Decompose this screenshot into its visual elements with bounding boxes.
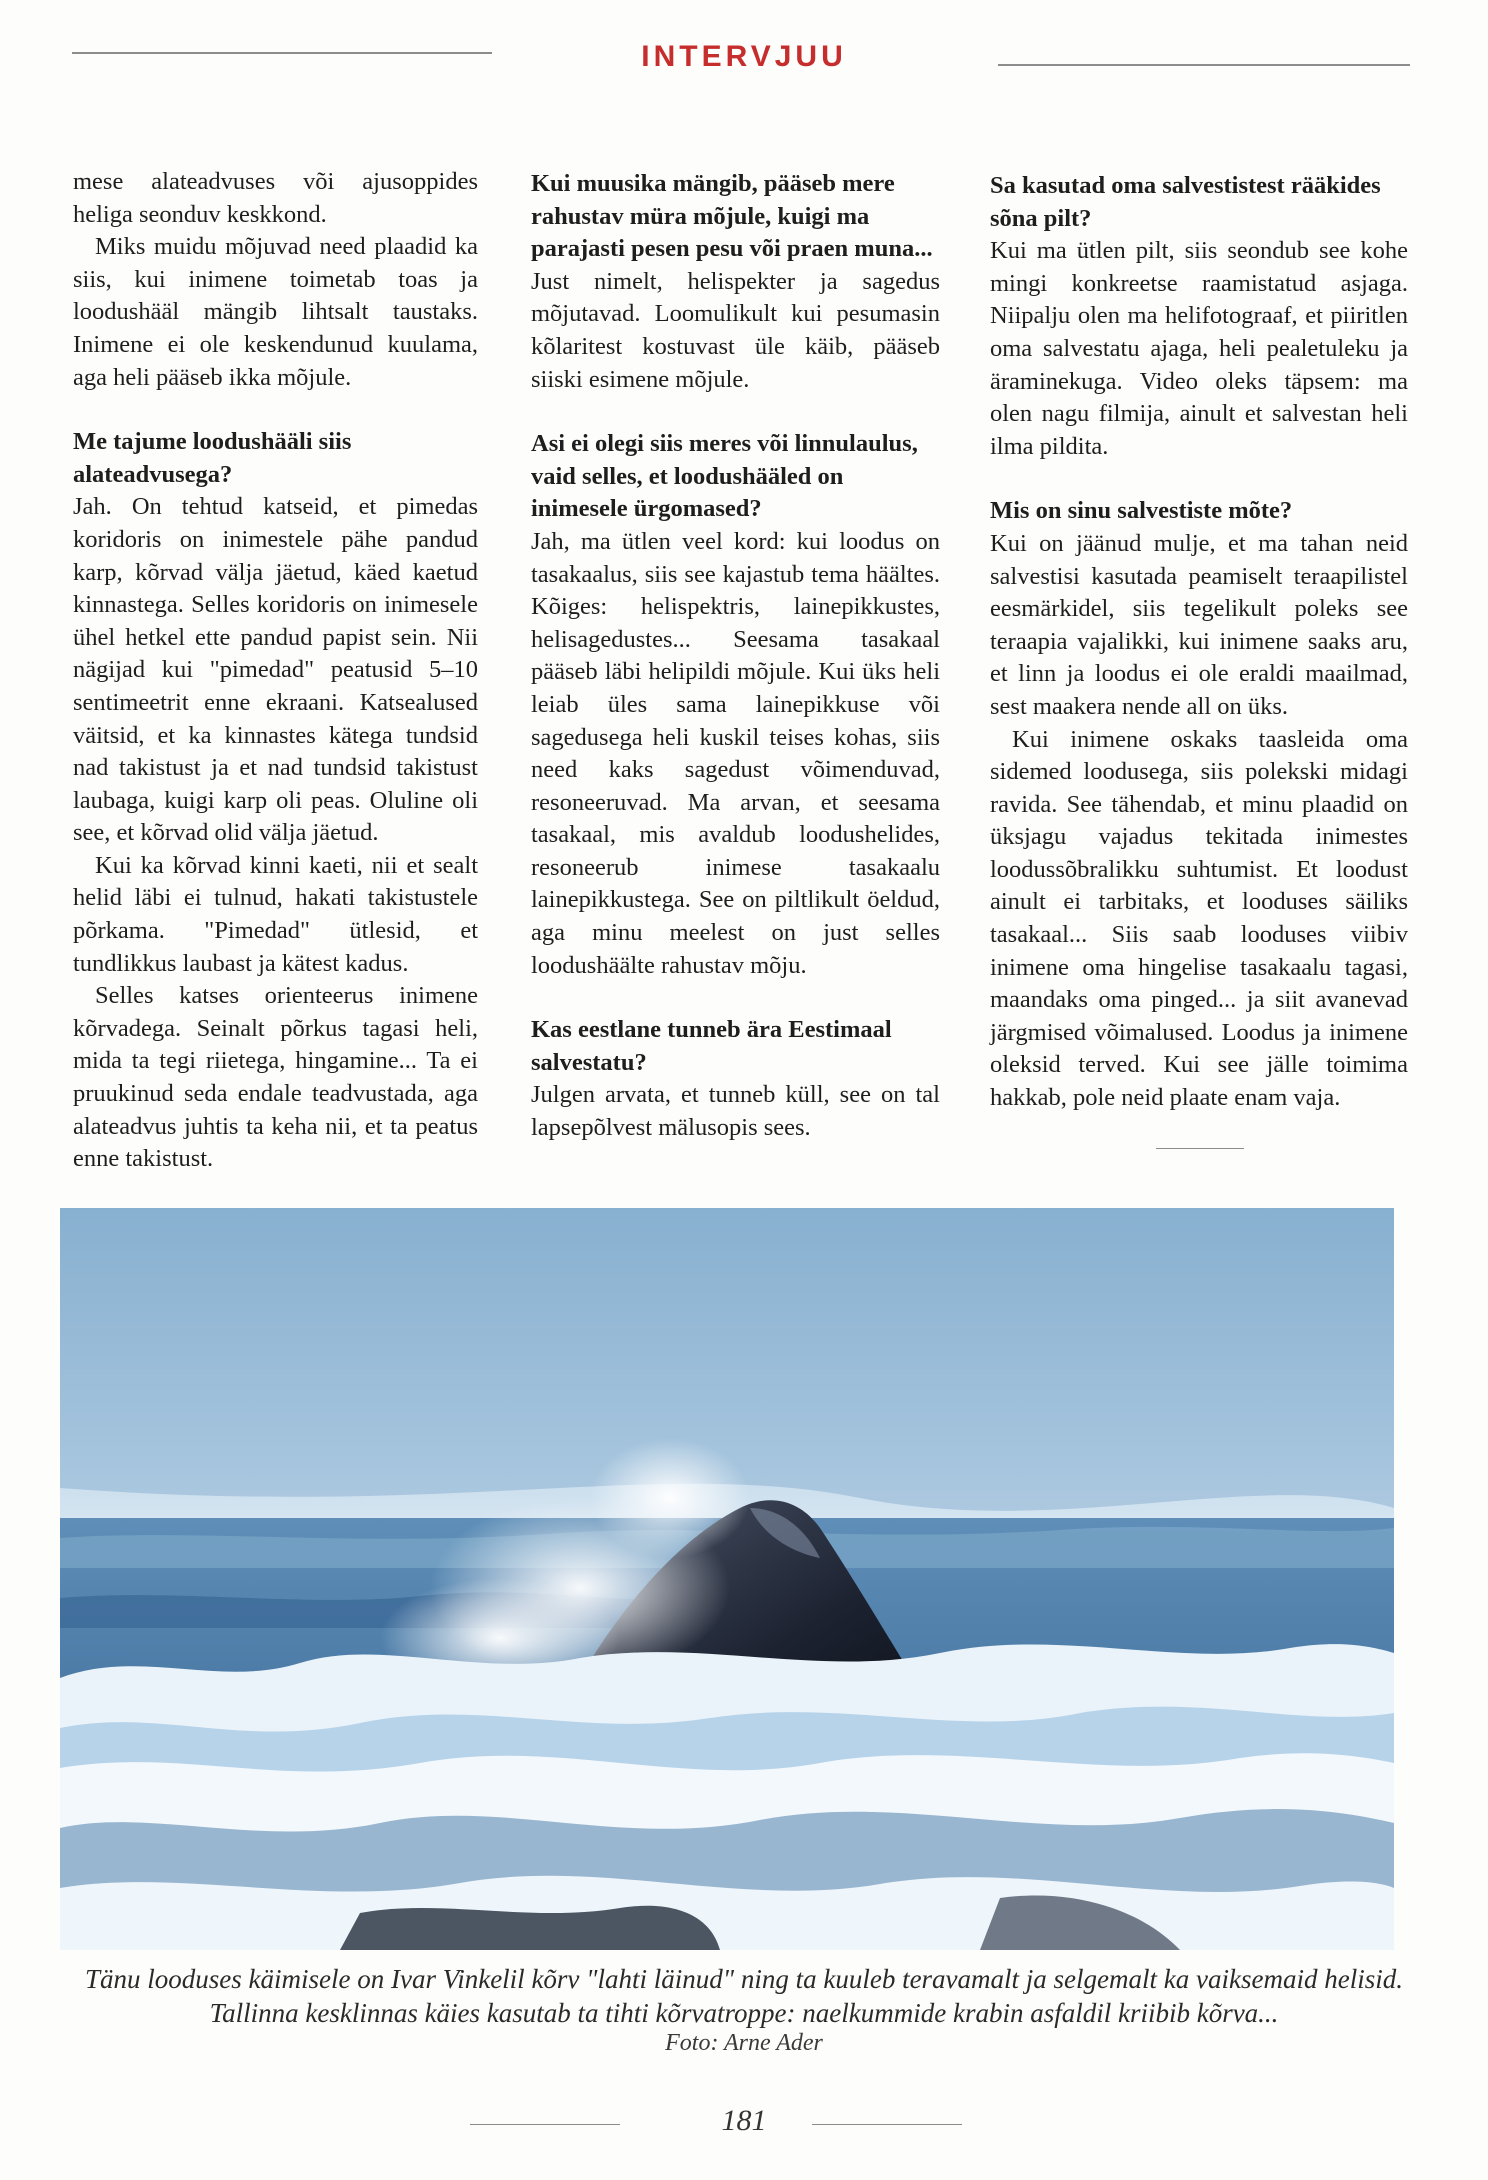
article-end-rule [1156, 1148, 1244, 1149]
paragraph: Miks muidu mõjuvad need plaadid ka siis, kui inimene toimetab toas ja loodushääl mängib lihtsalt taustaks. Inimene ei ole keskendunud kuulama, aga heli pääseb ikka mõjule. [73, 233, 478, 391]
text-column-3 [990, 170, 1408, 1115]
paragraph: Kui inimene oskaks taasleida oma sidemed loodusega, siis polekski midagi ravida. See tähendab, et minu plaadid on üksjagu vajadus tekitada inimestes loodussõbralikku suhtumist. Et loodust ainult ei tarbitaks, et looduses säiliks tasakaal... Siis saab looduses viibiv inimene oma hingelise tasakaalu tagasi, maandaks oma pinged... ja siit avanevad järgmised võimalused. Loodus ja inimene oleksid terved. Kui see jälle toimima hakkab, pole neid plaate enam vaja. [990, 725, 1408, 1112]
text-column-1 [73, 166, 478, 1176]
seascape-photo [60, 1208, 1394, 1950]
paragraph: Kui on jäänud mulje, et ma tahan neid salvestisi kasutada peamiselt teraapilistel eesmärkidel, siis tegelikult poleks see teraapia vajalikki, kui inimene saaks aru, et linn ja loodus ei ole eraldi maailmad, sest maakera nende all on üks. [990, 529, 1408, 720]
paragraph: mese alateadvuses või ajusoppides heliga seonduv keskkond. [73, 168, 478, 228]
photo-caption: Tänu looduses käimisele on Ivar Vinkelil kõrv "lahti läinud" ning ta kuuleb teravamalt ja selgemalt ka vaiksemaid helisid. Tallinna kesklinnas käies kasutab ta tihti kõrvatroppe: naelkummide krabin asfaldil kriibib kõrva... [85, 1964, 1403, 2028]
interview-question: Kui muusika mängib, pääseb mere rahustav müra mõjule, kuigi ma parajasti pesen pesu või praen muna... [531, 170, 933, 263]
interview-question: Kas eestlane tunneb ära Eestimaal salvestatu? [531, 1016, 892, 1076]
page-number: 181 [721, 2104, 767, 2137]
paragraph: Kui ka kõrvad kinni kaeti, nii et sealt helid läbi ei tulnud, hakati takistustele põrkama. "Pimedad" ütlesid, et tundlikkus laubast ja kätest kadus. [73, 851, 478, 977]
paragraph: Selles katses orienteerus inimene kõrvadega. Seinalt põrkus tagasi heli, mida ta tegi riietega, hingamine... Ta ei pruukinud seda endale teadvustada, aga alateadvus juhtis ta keha nii, et ta peatus enne takistust. [73, 982, 478, 1173]
paragraph: Jah, ma ütlen veel kord: kui loodus on tasakaalus, siis see kajastub tema häältes. Kõiges: helispektris, lainepikkustes, helisagedustes... Seesama tasakaal pääseb läbi helipildi mõjule. Kui üks heli leiab üles sama lainepikkuse või sagedusega heli kuskil teises kohas, siis need kaks sagedust võimenduvad, resoneeruvad. Ma arvan, et seesama tasakaal, mis avaldub loodushelides, resoneerub inimese tasakaalu lainepikkustega. See on piltlikult öeldud, aga minu meelest on just selles loodushäälte rahustav mõju. [531, 527, 940, 979]
paragraph: Kui ma ütlen pilt, siis seondub see kohe mingi konkreetse raamistatud asjaga. Niipalju olen ma helifotograaf, et piiritlen oma salvestatu ajaga, heli pealetuleku ja äraminekuga. Video oleks täpsem: ma olen nagu filmija, ainult et salvestan heli ilma pildita. [990, 237, 1408, 460]
interview-question: Asi ei olegi siis meres või linnulaulus, vaid selles, et loodushääled on inimesele ürgomased? [531, 430, 918, 523]
interview-question: Mis on sinu salvestiste mõte? [990, 497, 1293, 525]
paragraph: Just nimelt, helispekter ja sagedus mõjutavad. Loomulikult kui pesumasin kõlaritest kostuvast üle käib, pääseb siiski esimene mõjule. [531, 267, 940, 393]
paragraph: Jah. On tehtud katseid, et pimedas koridoris on inimestele pähe pandud karp, kõrvad välja jäetud, käed kaetud kinnastega. Selles koridoris on inimesele ühel hetkel ette pandud papist sein. Nii nägijad kui "pimedad" peatusid 5–10 sentimeetrit enne ekraani. Katsealused väitsid, et ka kinnastes kätega tundsid nad takistust ja et nad tundsid takistust laubaga, kuigi karp oli peas. Oluline oli see, et kõrvad olid välja jäetud. [73, 493, 478, 847]
section-title: INTERVJUU [641, 40, 847, 73]
interview-question: Sa kasutad oma salvestistest rääkides sõna pilt? [990, 172, 1381, 232]
paragraph: Julgen arvata, et tunneb küll, see on tal lapsepõlvest mälusopis sees. [531, 1081, 940, 1142]
photo-credit: Foto: Arne Ader [665, 2030, 823, 2056]
text-column-2 [531, 168, 940, 1145]
interview-question: Me tajume loodushääli siis alateadvusega? [73, 428, 352, 488]
